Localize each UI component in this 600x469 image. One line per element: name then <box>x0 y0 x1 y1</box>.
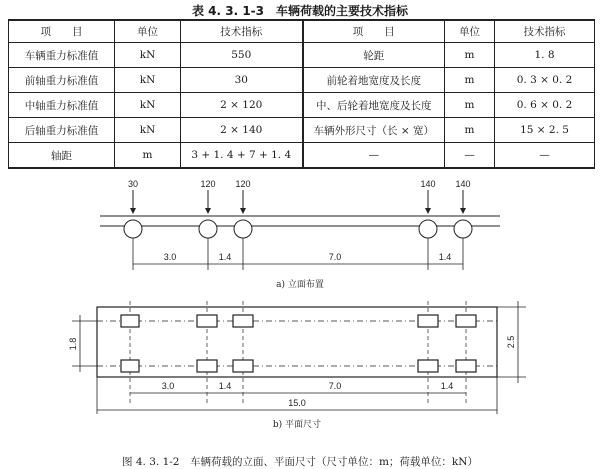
table-row <box>9 43 595 68</box>
table-cell: — <box>303 143 445 169</box>
vehicle-load-diagram <box>0 176 600 452</box>
wheel <box>234 220 252 238</box>
table-cell: m <box>445 68 495 93</box>
axle-load <box>124 179 142 238</box>
axle-load <box>234 179 252 238</box>
table-cell: 0. 6 × 0. 2 <box>495 93 595 118</box>
table-cell: — <box>495 143 595 169</box>
table-row <box>9 93 595 118</box>
spacing-label: 1.4 <box>438 252 452 262</box>
table-cell: 轮距 <box>303 43 445 68</box>
spacing-label: 7.0 <box>328 381 342 391</box>
elevation-dimension-line <box>133 238 463 270</box>
spacing-label: 1.4 <box>218 381 232 391</box>
load-label: 120 <box>200 179 216 189</box>
table-row <box>9 118 595 143</box>
elevation-view <box>100 179 500 290</box>
width-label: 2.5 <box>506 335 516 349</box>
table-cell: 后轴重力标准值 <box>9 118 115 143</box>
table-cell: 车辆外形尺寸（长 × 宽） <box>303 118 445 143</box>
table-cell: 30 <box>181 68 303 93</box>
wheel <box>124 220 142 238</box>
axle-lines <box>130 301 466 406</box>
spacing-label: 3.0 <box>161 381 175 391</box>
wheel <box>454 220 472 238</box>
wheel-footprints <box>121 315 476 372</box>
wheel-footprint <box>418 315 438 327</box>
header-item: 项 目 <box>9 20 115 43</box>
header-spec-2: 技术指标 <box>495 20 595 43</box>
load-label: 120 <box>235 179 251 189</box>
table-cell: m <box>115 143 181 169</box>
table-cell: 3 + 1. 4 + 7 + 1. 4 <box>181 143 303 169</box>
axle-load <box>199 179 217 238</box>
table-row <box>9 143 595 169</box>
wheel-footprint <box>418 360 438 372</box>
axle-load <box>454 179 472 238</box>
table-title: 表 4. 3. 1-3 车辆荷载的主要技术指标 <box>191 4 409 18</box>
table-header-row <box>9 20 595 43</box>
wheel <box>419 220 437 238</box>
header-spec: 技术指标 <box>181 20 303 43</box>
spacing-label: 1.4 <box>218 252 232 262</box>
plan-view <box>68 301 526 430</box>
table-cell: 轴距 <box>9 143 115 169</box>
table-row <box>9 68 595 93</box>
plan-caption: b) 平面尺寸 <box>272 420 322 430</box>
spec-table <box>8 19 595 169</box>
table-cell: 15 × 2. 5 <box>495 118 595 143</box>
table-cell: 中、后轮着地宽度及长度 <box>303 93 445 118</box>
wheel-footprint <box>197 315 217 327</box>
wheel-footprint <box>456 360 476 372</box>
table-cell: 前轮着地宽度及长度 <box>303 68 445 93</box>
table-cell: 前轴重力标准值 <box>9 68 115 93</box>
axle-load <box>419 179 437 238</box>
table-cell: 1. 8 <box>495 43 595 68</box>
table-cell: kN <box>115 93 181 118</box>
spacing-label: 3.0 <box>163 252 177 262</box>
figure-caption: 图 4. 3. 1-2 车辆荷载的立面、平面尺寸（尺寸单位：m；荷载单位：kN） <box>122 456 478 468</box>
load-label: 30 <box>127 179 139 189</box>
table-cell: 550 <box>181 43 303 68</box>
table-cell: 2 × 140 <box>181 118 303 143</box>
wheel-track-label: 1.8 <box>68 337 78 351</box>
table-cell: m <box>445 93 495 118</box>
spacing-label: 1.4 <box>440 381 454 391</box>
wheel-footprint <box>197 360 217 372</box>
load-label: 140 <box>420 179 436 189</box>
load-label: 140 <box>455 179 471 189</box>
elevation-caption: a) 立面布置 <box>276 280 324 290</box>
table-cell: 2 × 120 <box>181 93 303 118</box>
total-length-dimension-line <box>97 377 497 414</box>
wheel-footprint <box>456 315 476 327</box>
wheel-footprint <box>233 315 253 327</box>
total-length-label: 15.0 <box>288 398 306 408</box>
table-cell: 0. 3 × 0. 2 <box>495 68 595 93</box>
table-cell: — <box>445 143 495 169</box>
table-cell: 车辆重力标准值 <box>9 43 115 68</box>
wheel-footprint <box>121 360 139 372</box>
table-cell: 中轴重力标准值 <box>9 93 115 118</box>
table-cell: kN <box>115 68 181 93</box>
wheel <box>199 220 217 238</box>
table-cell: kN <box>115 118 181 143</box>
header-item-2: 项 目 <box>303 20 445 43</box>
header-unit: 单位 <box>115 20 181 43</box>
header-unit-2: 单位 <box>445 20 495 43</box>
table-cell: m <box>445 43 495 68</box>
spacing-label: 7.0 <box>328 252 342 262</box>
wheel-footprint <box>121 315 139 327</box>
wheel-footprint <box>233 360 253 372</box>
table-cell: kN <box>115 43 181 68</box>
table-cell: m <box>445 118 495 143</box>
